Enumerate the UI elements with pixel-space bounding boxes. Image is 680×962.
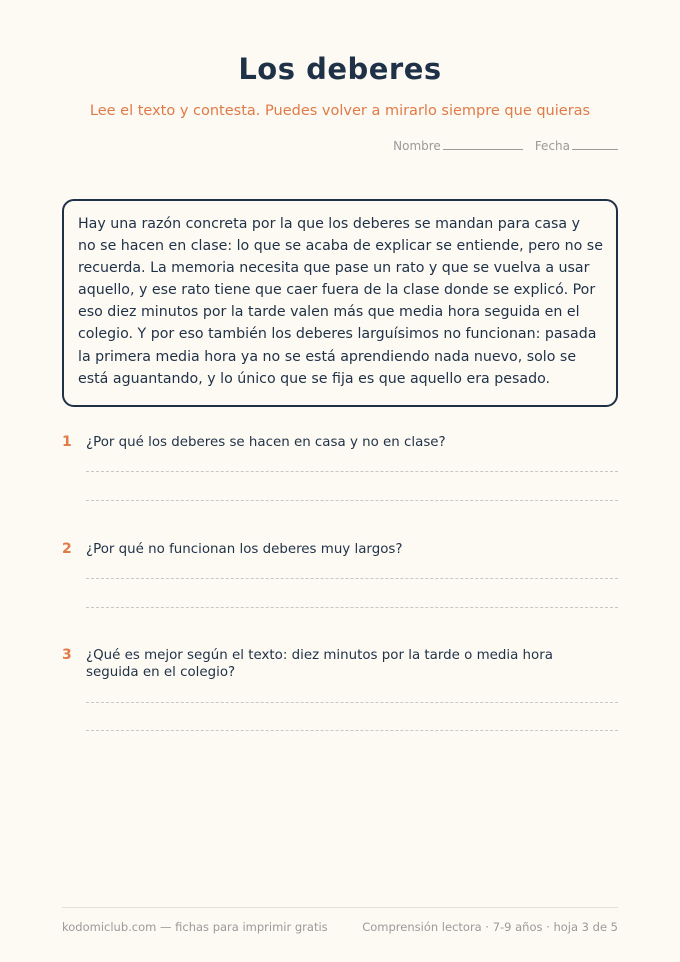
answer-line[interactable] — [86, 578, 618, 579]
question-text: ¿Por qué los deberes se hacen en casa y no en clase? — [86, 435, 446, 450]
footer-sheet-info: Comprensión lectora · 7-9 años · hoja 3 de 5 — [362, 920, 618, 934]
answer-line[interactable] — [86, 471, 618, 472]
passage-line: no se hacen en clase: lo que se acaba de explicar se entiende, pero no se — [78, 238, 603, 255]
passage-line: la primera media hora ya no se está aprendiendo nada nuevo, solo se — [78, 348, 577, 365]
question-number: 1 — [62, 434, 72, 450]
question-number: 2 — [62, 541, 72, 557]
question-text: ¿Qué es mejor según el texto: diez minutos por la tarde o media hora seguida en el colegio? — [86, 648, 553, 680]
instructions-subtitle: Lee el texto y contesta. Puedes volver a mirarlo siempre que quieras — [89, 103, 591, 119]
passage-line: está aguantando, y lo único que se fija es que aquello era pesado. — [78, 370, 551, 387]
answer-line[interactable] — [86, 730, 618, 731]
page-title: Los deberes — [238, 52, 442, 86]
passage-line: colegio. Y por eso también los deberes larguísimos no funcionan: pasada — [78, 326, 597, 343]
footer-site-credit: kodomiclub.com — fichas para imprimir gratis — [62, 920, 328, 934]
answer-line[interactable] — [86, 607, 618, 608]
passage-line: recuerda. La memoria necesita que pase un rato y que se vuelva a usar — [78, 260, 590, 277]
question-text: ¿Por qué no funcionan los deberes muy largos? — [86, 542, 403, 557]
date-label: Fecha — [534, 139, 570, 153]
question-number: 3 — [62, 647, 72, 663]
reading-passage-box — [62, 199, 618, 407]
footer-divider — [62, 907, 618, 908]
answer-line[interactable] — [86, 500, 618, 501]
passage-line: Hay una razón concreta por la que los deberes se mandan para casa y — [78, 216, 581, 232]
name-label: Nombre — [393, 139, 441, 153]
date-blank-line — [572, 148, 618, 150]
name-date-fields — [393, 139, 618, 153]
passage-line: eso diez minutos por la tarde valen más que media hora seguida en el — [78, 304, 580, 321]
passage-line: aquello, y ese rato tiene que caer fuera de la clase donde se explicó. Por — [78, 282, 596, 299]
answer-line[interactable] — [86, 702, 618, 703]
name-blank-line — [443, 148, 523, 150]
